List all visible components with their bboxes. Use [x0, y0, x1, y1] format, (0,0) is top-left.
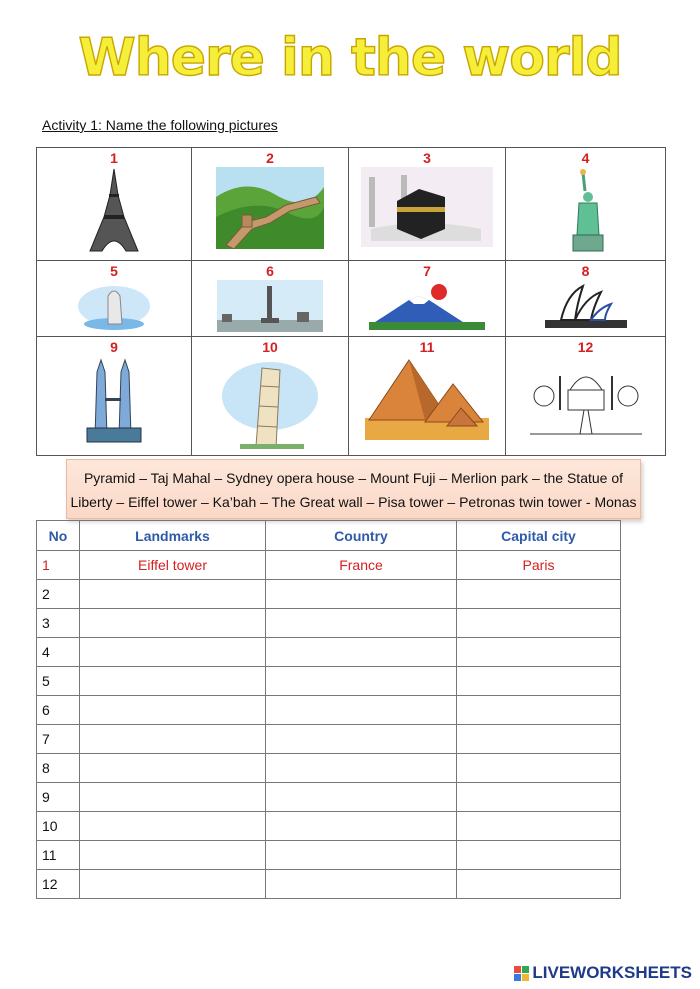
picture-number: 7 [423, 263, 431, 279]
header-landmarks: Landmarks [80, 521, 266, 551]
row-number: 1 [37, 551, 80, 580]
table-row [37, 870, 621, 899]
picture-cell-11 [349, 337, 506, 456]
row-number: 8 [37, 754, 80, 783]
pisa-tower-icon [220, 356, 320, 450]
picture-number: 3 [423, 150, 431, 166]
table-row [37, 783, 621, 812]
table-row [37, 638, 621, 667]
row-number: 7 [37, 725, 80, 754]
row-number: 11 [37, 841, 80, 870]
table-header-row [37, 521, 621, 551]
liveworksheets-logo[interactable] [514, 963, 692, 983]
capital-cell: Paris [457, 551, 621, 580]
country-input[interactable] [266, 667, 457, 696]
capital-input[interactable] [457, 638, 621, 667]
mount-fuji-icon [369, 280, 485, 330]
landmark-input[interactable] [80, 870, 266, 899]
country-input[interactable] [266, 609, 457, 638]
country-input[interactable] [266, 754, 457, 783]
landmark-input[interactable] [80, 783, 266, 812]
row-number: 5 [37, 667, 80, 696]
capital-input[interactable] [457, 783, 621, 812]
capital-input[interactable] [457, 870, 621, 899]
row-number: 2 [37, 580, 80, 609]
table-row [37, 696, 621, 725]
row-number: 6 [37, 696, 80, 725]
activity-heading: Activity 1: Name the following pictures [42, 117, 278, 133]
landmark-input[interactable] [80, 667, 266, 696]
table-row [37, 754, 621, 783]
picture-number: 6 [266, 263, 274, 279]
picture-cell-3 [349, 148, 506, 261]
sydney-opera-house-icon [541, 280, 631, 332]
table-row [37, 841, 621, 870]
landmark-input[interactable] [80, 609, 266, 638]
picture-cell-12 [506, 337, 666, 456]
petronas-towers-icon [83, 356, 145, 444]
pyramids-icon [365, 356, 489, 440]
row-number: 12 [37, 870, 80, 899]
eiffel-tower-icon [74, 167, 154, 255]
picture-cell-2 [192, 148, 349, 261]
landmark-cell: Eiffel tower [80, 551, 266, 580]
picture-number: 1 [110, 150, 118, 166]
landmark-input[interactable] [80, 696, 266, 725]
table-row [37, 725, 621, 754]
header-no: No [37, 521, 80, 551]
row-number: 10 [37, 812, 80, 841]
brand-name: LIVEWORKSHEETS [532, 963, 692, 982]
table-row [37, 667, 621, 696]
picture-cell-7 [349, 261, 506, 337]
capital-input[interactable] [457, 696, 621, 725]
picture-cell-6 [192, 261, 349, 337]
country-input[interactable] [266, 638, 457, 667]
landmark-input[interactable] [80, 841, 266, 870]
capital-input[interactable] [457, 580, 621, 609]
country-input[interactable] [266, 725, 457, 754]
landmark-input[interactable] [80, 725, 266, 754]
statue-of-liberty-icon [561, 167, 611, 253]
country-cell: France [266, 551, 457, 580]
page-title: Where in the world [78, 28, 622, 88]
picture-cell-8 [506, 261, 666, 337]
landmark-input[interactable] [80, 580, 266, 609]
merlion-icon [76, 280, 152, 334]
liveworksheets-logo-icon [514, 966, 529, 981]
picture-number: 8 [581, 263, 590, 279]
header-country: Country [266, 521, 457, 551]
picture-cell-9 [37, 337, 192, 456]
country-input[interactable] [266, 783, 457, 812]
country-input[interactable] [266, 812, 457, 841]
word-bank [66, 459, 641, 519]
table-row [37, 580, 621, 609]
capital-input[interactable] [457, 667, 621, 696]
country-input[interactable] [266, 580, 457, 609]
picture-number: 11 [419, 339, 435, 355]
row-number: 3 [37, 609, 80, 638]
capital-input[interactable] [457, 609, 621, 638]
picture-number: 2 [266, 150, 274, 166]
landmark-input[interactable] [80, 638, 266, 667]
picture-number: 5 [110, 263, 118, 279]
capital-input[interactable] [457, 754, 621, 783]
capital-input[interactable] [457, 725, 621, 754]
landmark-input[interactable] [80, 812, 266, 841]
word-bank-line-1: Pyramid – Taj Mahal – Sydney opera house – Mount Fuji – Merlion park – the Statue of [83, 470, 624, 486]
picture-number: 10 [262, 339, 278, 355]
word-bank-line-2: Liberty – Eiffel tower – Ka’bah – The Great wall – Pisa tower – Petronas twin tower - Monas [70, 494, 637, 510]
capital-input[interactable] [457, 812, 621, 841]
monas-icon [217, 280, 323, 332]
country-input[interactable] [266, 696, 457, 725]
picture-number: 4 [581, 150, 590, 166]
picture-grid [36, 147, 666, 456]
table-row [37, 812, 621, 841]
row-number: 9 [37, 783, 80, 812]
kabah-icon [361, 167, 493, 247]
picture-number: 9 [110, 339, 118, 355]
great-wall-icon [216, 167, 324, 249]
header-capital-city: Capital city [457, 521, 621, 551]
row-number: 4 [37, 638, 80, 667]
picture-cell-10 [192, 337, 349, 456]
country-input[interactable] [266, 841, 457, 870]
landmark-input[interactable] [80, 754, 266, 783]
capital-input[interactable] [457, 841, 621, 870]
answer-table [36, 520, 621, 899]
picture-cell-1 [37, 148, 192, 261]
table-row [37, 609, 621, 638]
picture-number: 12 [577, 339, 594, 355]
table-row [37, 551, 621, 580]
taj-mahal-icon [530, 356, 642, 436]
picture-cell-5 [37, 261, 192, 337]
country-input[interactable] [266, 870, 457, 899]
picture-cell-4 [506, 148, 666, 261]
